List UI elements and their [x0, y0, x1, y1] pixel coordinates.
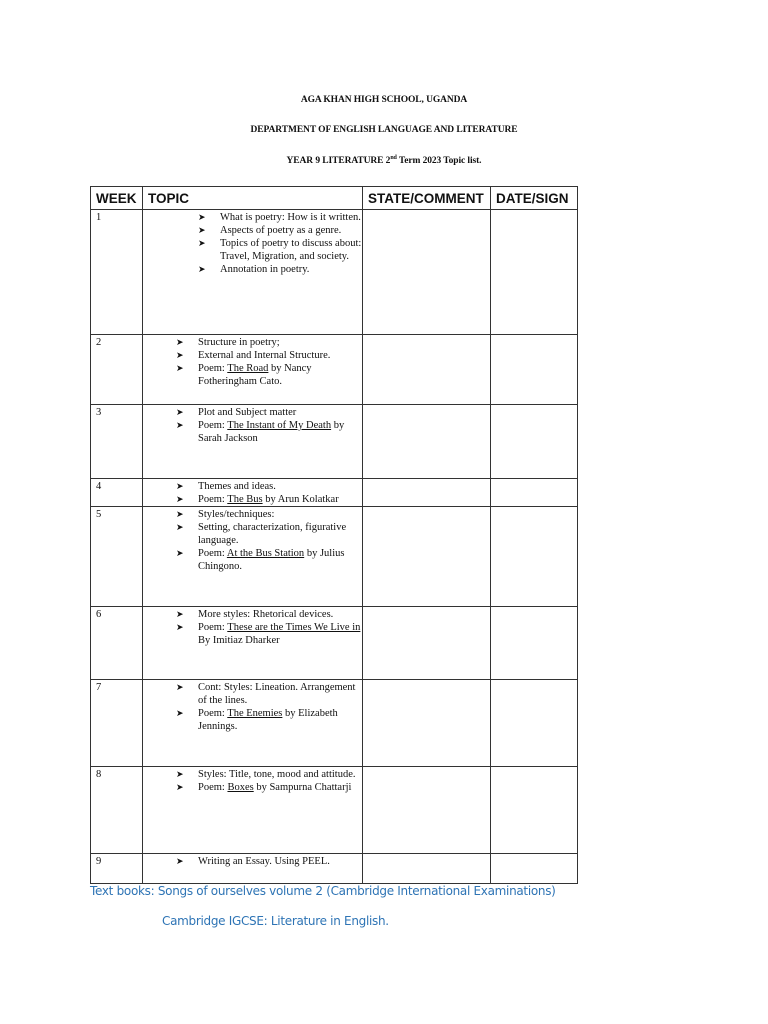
poem-title: The Enemies [227, 708, 283, 719]
arrow-bullet-icon: ➤ [198, 212, 206, 222]
topic-cell [143, 680, 363, 767]
topic-text: More styles: Rhetorical devices. [198, 609, 334, 620]
topic-bullet [176, 781, 362, 794]
topic-text: Plot and Subject matter [198, 407, 297, 418]
state-comment-cell [363, 210, 491, 335]
week-cell: 4 [91, 479, 143, 507]
topic-text: Topics of poetry to discuss about: Travel, Migration, and society. [220, 238, 362, 262]
table-row [91, 680, 578, 767]
topic-bullet [176, 362, 362, 388]
week-cell: 3 [91, 405, 143, 479]
topic-text: By Imitiaz Dharker [198, 635, 280, 646]
date-sign-cell [491, 680, 578, 767]
poem-title: The Instant of My Death [227, 420, 332, 431]
arrow-bullet-icon: ➤ [176, 337, 184, 347]
date-sign-cell [491, 479, 578, 507]
topic-text: Styles: Title, tone, mood and attitude. [198, 769, 356, 780]
topic-table [90, 186, 578, 884]
textbooks-note: Text books: Songs of ourselves volume 2 (Cambridge International Examinations) [90, 884, 556, 898]
poem-title: The Bus [227, 494, 263, 505]
topic-list [176, 855, 362, 868]
week-cell: 2 [91, 335, 143, 405]
arrow-bullet-icon: ➤ [176, 682, 184, 692]
topic-text: What is poetry: How is it written. [220, 212, 361, 223]
topic-text: by Sampurna Chattarji [253, 782, 352, 793]
date-sign-cell [491, 210, 578, 335]
date-sign-cell [491, 767, 578, 854]
column-header-state-comment: STATE/COMMENT [363, 187, 491, 210]
topic-list [198, 211, 362, 276]
title-text: YEAR 9 LITERATURE 2 [286, 156, 391, 167]
topic-text: Structure in poetry; [198, 337, 280, 348]
topic-bullet [198, 224, 362, 237]
document-title [0, 155, 768, 166]
arrow-bullet-icon: ➤ [176, 622, 184, 632]
table-row [91, 335, 578, 405]
date-sign-cell [491, 405, 578, 479]
department-name: DEPARTMENT OF ENGLISH LANGUAGE AND LITERATURE [250, 125, 518, 135]
week-cell: 7 [91, 680, 143, 767]
topic-cell [143, 405, 363, 479]
topic-text: Poem: [198, 782, 228, 793]
topic-bullet [176, 608, 362, 621]
topic-text: Poem: [198, 708, 228, 719]
arrow-bullet-icon: ➤ [176, 494, 184, 504]
table-row [91, 507, 578, 607]
poem-title: These are the Times We Live in [227, 622, 361, 633]
table-row [91, 854, 578, 884]
topic-cell [143, 335, 363, 405]
arrow-bullet-icon: ➤ [176, 609, 184, 619]
topic-list [176, 681, 362, 733]
topic-cell [143, 854, 363, 884]
table-row [91, 479, 578, 507]
topic-text: Poem: [198, 363, 228, 374]
state-comment-cell [363, 335, 491, 405]
topic-cell [143, 479, 363, 507]
table-header-row [91, 187, 578, 210]
topic-list [176, 508, 362, 573]
topic-text: by Sarah Jackson [198, 420, 345, 444]
week-cell: 8 [91, 767, 143, 854]
topic-list [176, 406, 362, 445]
week-cell: 1 [91, 210, 143, 335]
arrow-bullet-icon: ➤ [176, 769, 184, 779]
topic-text: by Julius Chingono. [198, 548, 345, 572]
topic-text: Setting, characterization, figurative language. [198, 522, 347, 546]
topic-text: Writing an Essay. Using PEEL. [198, 856, 330, 867]
table-row [91, 767, 578, 854]
topic-list [176, 480, 362, 506]
title-text-end: Term 2023 Topic list. [396, 156, 482, 167]
arrow-bullet-icon: ➤ [198, 225, 206, 235]
topic-bullet [176, 480, 362, 493]
topic-cell [143, 767, 363, 854]
week-cell: 6 [91, 607, 143, 680]
state-comment-cell [363, 405, 491, 479]
arrow-bullet-icon: ➤ [176, 708, 184, 718]
title-superscript: nd [390, 155, 397, 161]
topic-text: Poem: [198, 622, 228, 633]
topic-bullet [176, 855, 362, 868]
table-row [91, 210, 578, 335]
topic-bullet [176, 547, 362, 573]
table-row [91, 607, 578, 680]
topic-list [176, 768, 362, 794]
arrow-bullet-icon: ➤ [176, 363, 184, 373]
topic-bullet [176, 419, 362, 445]
arrow-bullet-icon: ➤ [176, 420, 184, 430]
topic-cell [143, 607, 363, 680]
topic-bullet [176, 493, 362, 506]
arrow-bullet-icon: ➤ [176, 407, 184, 417]
topic-cell [143, 507, 363, 607]
column-header-date-sign: DATE/SIGN [491, 187, 578, 210]
date-sign-cell [491, 507, 578, 607]
school-name: AGA KHAN HIGH SCHOOL, UGANDA [300, 95, 468, 105]
date-sign-cell [491, 854, 578, 884]
topic-bullet [176, 707, 362, 733]
poem-title: At the Bus Station [226, 548, 305, 559]
date-sign-cell [491, 335, 578, 405]
table-row [91, 405, 578, 479]
topic-list [176, 608, 362, 647]
arrow-bullet-icon: ➤ [176, 548, 184, 558]
arrow-bullet-icon: ➤ [198, 238, 206, 248]
column-header-week: WEEK [91, 187, 143, 210]
topic-bullet [176, 349, 362, 362]
state-comment-cell [363, 607, 491, 680]
topic-text: by Nancy Fotheringham Cato. [198, 363, 312, 387]
topic-bullet [176, 521, 362, 547]
arrow-bullet-icon: ➤ [176, 522, 184, 532]
topic-text: External and Internal Structure. [198, 350, 331, 361]
topic-text: Poem: [198, 548, 227, 559]
topic-bullet [198, 211, 362, 224]
topic-text: Themes and ideas. [198, 481, 276, 492]
arrow-bullet-icon: ➤ [176, 782, 184, 792]
topic-bullet [176, 621, 362, 647]
poem-title: Boxes [227, 782, 254, 793]
topic-text: Cont: Styles: Lineation. Arrangement of the lines. [198, 682, 356, 706]
state-comment-cell [363, 680, 491, 767]
arrow-bullet-icon: ➤ [176, 350, 184, 360]
topic-bullet [176, 508, 362, 521]
state-comment-cell [363, 854, 491, 884]
arrow-bullet-icon: ➤ [176, 481, 184, 491]
week-cell: 9 [91, 854, 143, 884]
state-comment-cell [363, 767, 491, 854]
state-comment-cell [363, 479, 491, 507]
topic-cell [143, 210, 363, 335]
topic-bullet [198, 263, 362, 276]
topic-bullet [176, 406, 362, 419]
topic-text: Aspects of poetry as a genre. [220, 225, 342, 236]
topic-text: by Elizabeth Jennings. [198, 708, 338, 732]
state-comment-cell [363, 507, 491, 607]
topic-text: Styles/techniques: [198, 509, 275, 520]
topic-text: by Arun Kolatkar [262, 494, 339, 505]
arrow-bullet-icon: ➤ [198, 264, 206, 274]
topic-bullet [176, 768, 362, 781]
topic-bullet [198, 237, 362, 263]
topic-bullet [176, 681, 362, 707]
topic-text: Poem: [198, 420, 228, 431]
arrow-bullet-icon: ➤ [176, 509, 184, 519]
poem-title: The Road [227, 363, 269, 374]
topic-text: Poem: [198, 494, 228, 505]
date-sign-cell [491, 607, 578, 680]
topic-text: Annotation in poetry. [220, 264, 310, 275]
column-header-topic: TOPIC [143, 187, 363, 210]
topic-bullet [176, 336, 362, 349]
textbooks-note-second: Cambridge IGCSE: Literature in English. [162, 914, 389, 928]
topic-list [176, 336, 362, 388]
week-cell: 5 [91, 507, 143, 607]
arrow-bullet-icon: ➤ [176, 856, 184, 866]
